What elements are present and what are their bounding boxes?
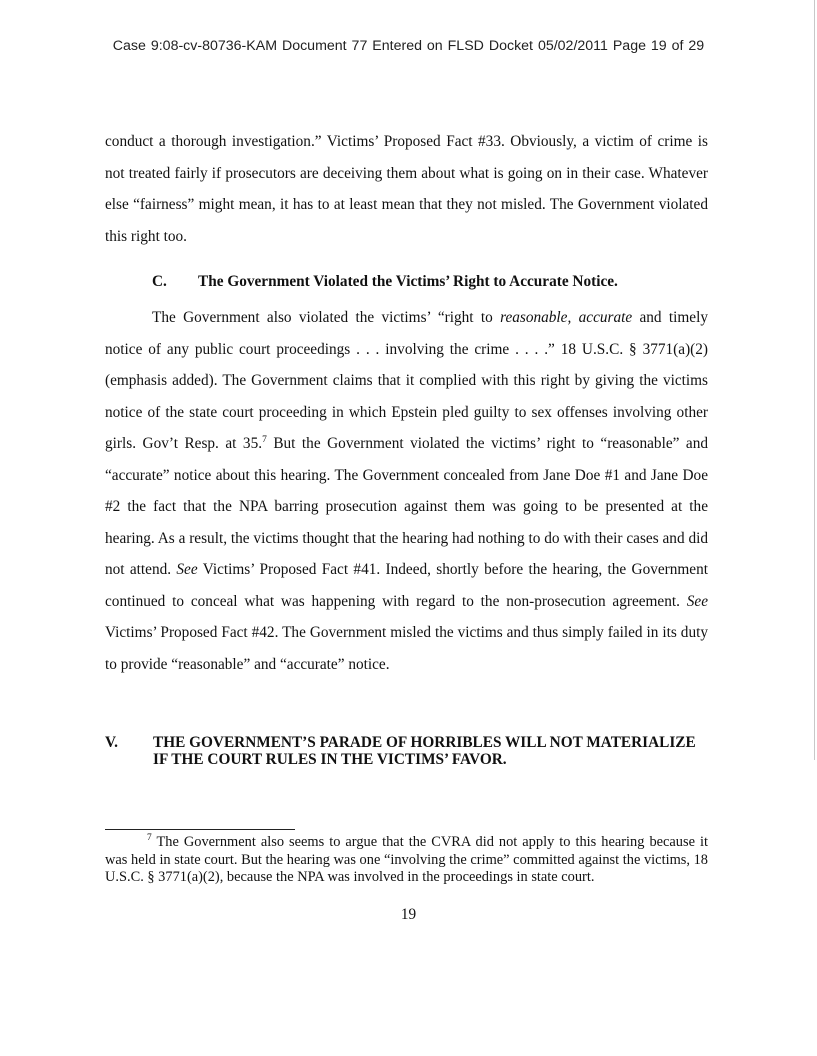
section-v-number: V. bbox=[105, 734, 118, 751]
footnote bbox=[105, 834, 708, 887]
footnote-text: The Government also seems to argue that the CVRA did not apply to this hearing because it was held in state court. But the hearing was one “involving the crime” committed against the victims, 18 U.S.C. § 3771(a)(2), because the NPA was involved in the proceedings in state court. bbox=[105, 834, 708, 885]
paragraph-1: conduct a thorough investigation.” Victims’ Proposed Fact #33. Obviously, a victim of crime is not treated fairly if prosecutors are deceiving them about what is going on in their case. Whatever else “fairness” might mean, it has to at least mean that they not misled. The Government violated this right too. bbox=[105, 133, 708, 245]
footnote-reference: 7 bbox=[262, 434, 267, 445]
section-v-heading bbox=[105, 734, 710, 768]
section-c-letter: C. bbox=[152, 273, 167, 290]
paragraph-2-part-2: and timely notice of any public court proceedings . . . involving the crime . . . .” 18 U.S.C. § 3771(a)(2) (emphasis added). The Government claims that it complied with this right by giving the victims notice of the state court proceeding in which Epstein pled guilty to sex offenses involving other girls. Gov’t Resp. at 35. bbox=[105, 309, 708, 452]
scan-edge-line bbox=[814, 0, 815, 760]
section-v-title: THE GOVERNMENT’S PARADE OF HORRIBLES WILL NOT MATERIALIZE IF THE COURT RULES IN THE VICTIMS’ FAVOR. bbox=[153, 734, 696, 768]
paragraph-2-part-1: The Government also violated the victims’ “right to bbox=[152, 309, 501, 326]
footnote-divider bbox=[105, 829, 295, 830]
paragraph-2-part-5: Victims’ Proposed Fact #42. The Government misled the victims and thus simply failed in its duty to provide “reasonable” and “accurate” notice. bbox=[105, 624, 708, 673]
paragraph-2-emphasis: reasonable, accurate bbox=[500, 309, 633, 326]
footnote-number: 7 bbox=[147, 833, 152, 844]
paragraph-2 bbox=[105, 302, 708, 680]
page-number: 19 bbox=[400, 906, 417, 923]
paragraph-2-part-4: Victims’ Proposed Fact #41. Indeed, shortly before the hearing, the Government continued to conceal what was happening with regard to the non-prosecution agreement. bbox=[105, 561, 708, 610]
paragraph-2-part-3: But the Government violated the victims’ right to “reasonable” and “accurate” notice about this hearing. The Government concealed from Jane Doe #1 and Jane Doe #2 the fact that the NPA barring prosecution against them was going to be presented at the hearing. As a result, the victims thought that the hearing had nothing to do with their cases and did not attend. bbox=[105, 435, 708, 578]
see-signal-1: See bbox=[176, 561, 198, 578]
section-c-title: The Government Violated the Victims’ Right to Accurate Notice. bbox=[198, 273, 618, 290]
see-signal-2: See bbox=[686, 592, 708, 610]
section-c-heading bbox=[152, 273, 618, 291]
case-header: Case 9:08-cv-80736-KAM Document 77 Entered on FLSD Docket 05/02/2011 Page 19 of 29 bbox=[112, 38, 705, 54]
